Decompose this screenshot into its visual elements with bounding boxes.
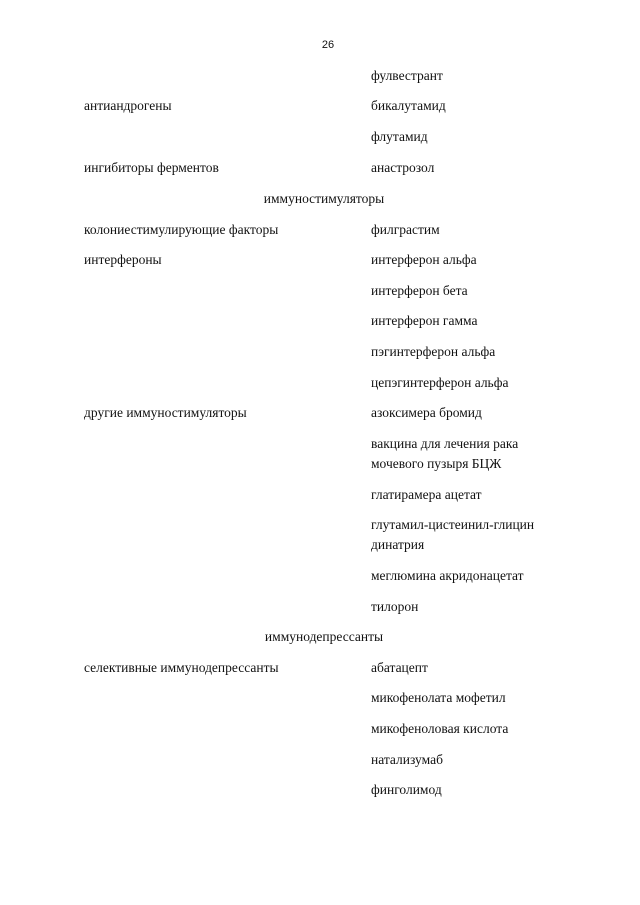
- drug-name: интерферон гамма: [371, 313, 478, 328]
- drug-name: абатацепт: [371, 660, 428, 675]
- drug-name: пэгинтерферон альфа: [371, 344, 496, 359]
- group-label: ингибиторы ферментов: [84, 160, 219, 175]
- group-label: антиандрогены: [84, 98, 172, 113]
- drug-name: глатирамера ацетат: [371, 487, 482, 502]
- drug-name: бикалутамид: [371, 98, 446, 113]
- drug-name: глутамил-цистеинил-глицин динатрия: [371, 517, 535, 552]
- drug-name: микофенолата мофетил: [371, 690, 506, 705]
- group-label: другие иммуностимуляторы: [84, 405, 247, 420]
- section-heading: иммунодепрессанты: [264, 629, 384, 644]
- drug-name: цепэгинтерферон альфа: [371, 375, 509, 390]
- drug-name: интерферон бета: [371, 283, 468, 298]
- group-label: селективные иммунодепрессанты: [84, 660, 279, 675]
- drug-name: микофеноловая кислота: [371, 721, 509, 736]
- page-number: 26: [321, 39, 335, 51]
- drug-name: меглюмина акридонацетат: [371, 568, 524, 583]
- section-heading: иммуностимуляторы: [263, 191, 385, 206]
- drug-name: финголимод: [371, 782, 442, 797]
- group-label: интерфероны: [84, 252, 162, 267]
- drug-name: натализумаб: [371, 752, 443, 767]
- drug-name: интерферон альфа: [371, 252, 477, 267]
- drug-name: филграстим: [371, 222, 440, 237]
- drug-name: анастрозол: [371, 160, 435, 175]
- drug-name: вакцина для лечения рака мочевого пузыря БЦЖ: [371, 436, 519, 471]
- drug-name: азоксимера бромид: [371, 405, 482, 420]
- drug-name: тилорон: [371, 599, 419, 614]
- drug-name: флутамид: [371, 129, 428, 144]
- group-label: колониестимулирующие факторы: [84, 222, 279, 237]
- drug-name: фулвестрант: [371, 68, 443, 83]
